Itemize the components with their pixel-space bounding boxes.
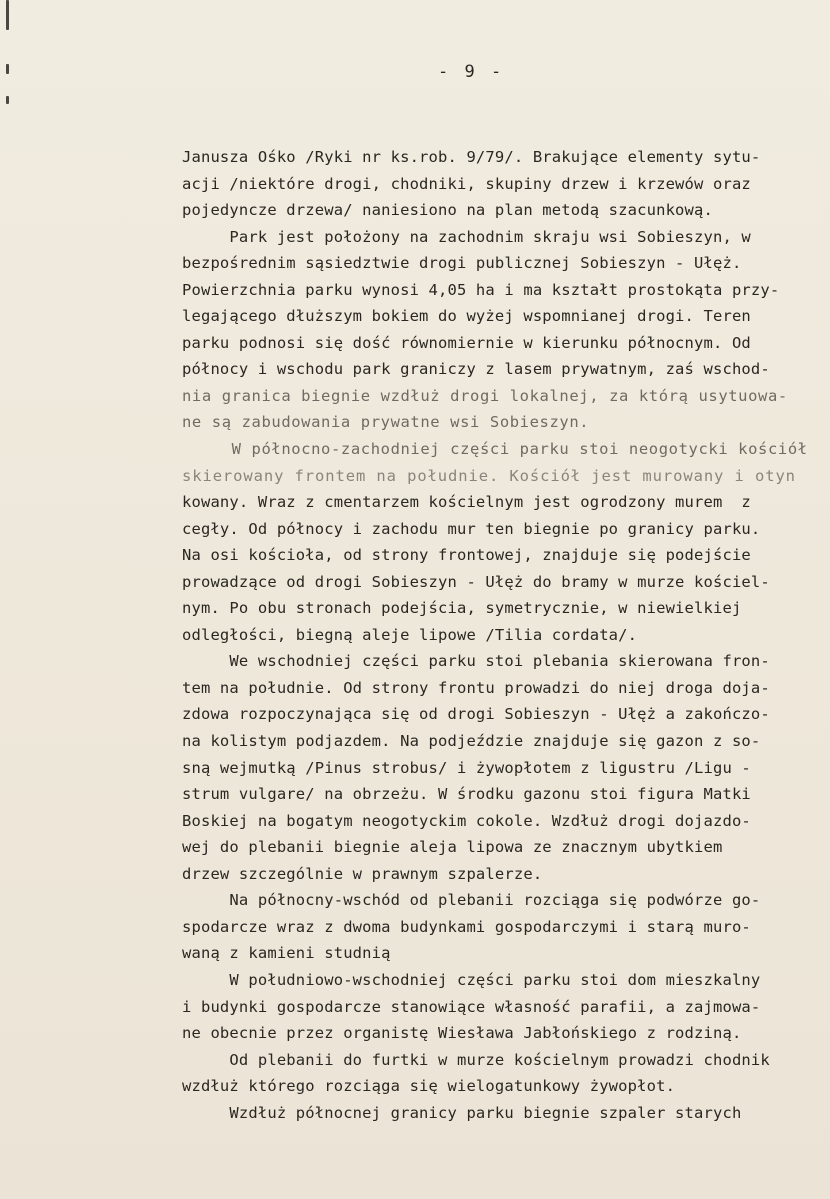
text-line: parku podnosi się dość równomiernie w kierunku północnym. Od: [182, 333, 751, 352]
text-line: Powierzchnia parku wynosi 4,05 ha i ma kształt prostokąta przy-: [182, 280, 780, 299]
page-number: - 9 -: [438, 62, 505, 82]
text-line: bezpośrednim sąsiedztwie drogi publicznej Sobieszyn - Ułęż.: [182, 254, 742, 273]
text-line: nym. Po obu stronach podejścia, symetrycznie, w niewielkiej: [182, 599, 742, 618]
text-line: Boskiej na bogatym neogotyckim cokole. Wzdłuż drogi dojazdo-: [182, 811, 751, 830]
text-line: Wzdłuż północnej granicy parku biegnie szpaler starych: [182, 1103, 742, 1122]
text-line: waną z kamieni studnią: [182, 944, 391, 963]
text-line: acji /niektóre drogi, chodniki, skupiny drzew i krzewów oraz: [182, 174, 751, 193]
text-line: ne obecnie przez organistę Wiesława Jabłońskiego z rodziną.: [182, 1024, 742, 1043]
text-line: Na osi kościoła, od strony frontowej, znajduje się podejście: [182, 546, 751, 565]
text-line: wzdłuż którego rozciąga się wielogatunkowy żywopłot.: [182, 1077, 676, 1096]
text-line: legającego dłuższym bokiem do wyżej wspomnianej drogi. Teren: [182, 307, 751, 326]
text-line: skierowany frontem na południe. Kościół jest murowany i otyn: [182, 466, 796, 485]
text-line: Janusza Ośko /Ryki nr ks.rob. 9/79/. Brakujące elementy sytu-: [182, 148, 761, 166]
text-line: kowany. Wraz z cmentarzem kościelnym jest ogrodzony murem z: [182, 493, 751, 512]
text-line: na kolistym podjazdem. Na podjeździe znajduje się gazon z so-: [182, 732, 761, 751]
text-line: sną wejmutką /Pinus strobus/ i żywopłotem z ligustru /Ligu -: [182, 758, 751, 777]
text-line: tem na południe. Od strony frontu prowadzi do niej droga doja-: [182, 678, 770, 697]
text-line: nia granica biegnie wzdłuż drogi lokalnej, za którą usytuowa-: [182, 386, 788, 405]
text-line: spodarcze wraz z dwoma budynkami gospodarczymi i starą muro-: [182, 917, 751, 936]
text-line: W południowo-wschodniej części parku stoi dom mieszkalny: [182, 970, 761, 989]
text-line: wej do plebanii biegnie aleja lipowa ze znacznym ubytkiem: [182, 838, 723, 857]
binding-mark-mid: [6, 96, 9, 104]
text-line: odległości, biegną aleje lipowe /Tilia cordata/.: [182, 625, 638, 644]
text-line: Od plebanii do furtki w murze kościelnym prowadzi chodnik: [182, 1050, 770, 1069]
text-line: północy i wschodu park graniczy z lasem prywatnym, zaś wschod-: [182, 360, 770, 379]
text-line: pojedyncze drzewa/ naniesiono na plan metodą szacunkową.: [182, 201, 713, 220]
text-line: ne są zabudowania prywatne wsi Sobieszyn.: [182, 413, 590, 432]
text-line: W północno-zachodniej części parku stoi neogotycki kościół: [182, 440, 808, 459]
text-line: strum vulgare/ na obrzeżu. W środku gazonu stoi figura Matki: [182, 785, 751, 804]
body-text: [182, 144, 830, 1126]
text-line: i budynki gospodarcze stanowiące własność parafii, a zajmowa-: [182, 997, 761, 1016]
text-line: prowadzące od drogi Sobieszyn - Ułęż do bramy w murze kościel-: [182, 572, 770, 591]
text-line: cegły. Od północy i zachodu mur ten biegnie po granicy parku.: [182, 519, 761, 538]
binding-mark-top: [6, 0, 9, 30]
text-line: Na północny-wschód od plebanii rozciąga się podwórze go-: [182, 891, 761, 910]
text-line: drzew szczególnie w prawnym szpalerze.: [182, 864, 543, 883]
text-line: zdowa rozpoczynająca się od drogi Sobieszyn - Ułęż a zakończo-: [182, 705, 770, 724]
text-line: Park jest położony na zachodnim skraju wsi Sobieszyn, w: [182, 227, 751, 246]
binding-mark-upper: [6, 64, 9, 74]
text-line: We wschodniej części parku stoi plebania skierowana fron-: [182, 652, 770, 671]
